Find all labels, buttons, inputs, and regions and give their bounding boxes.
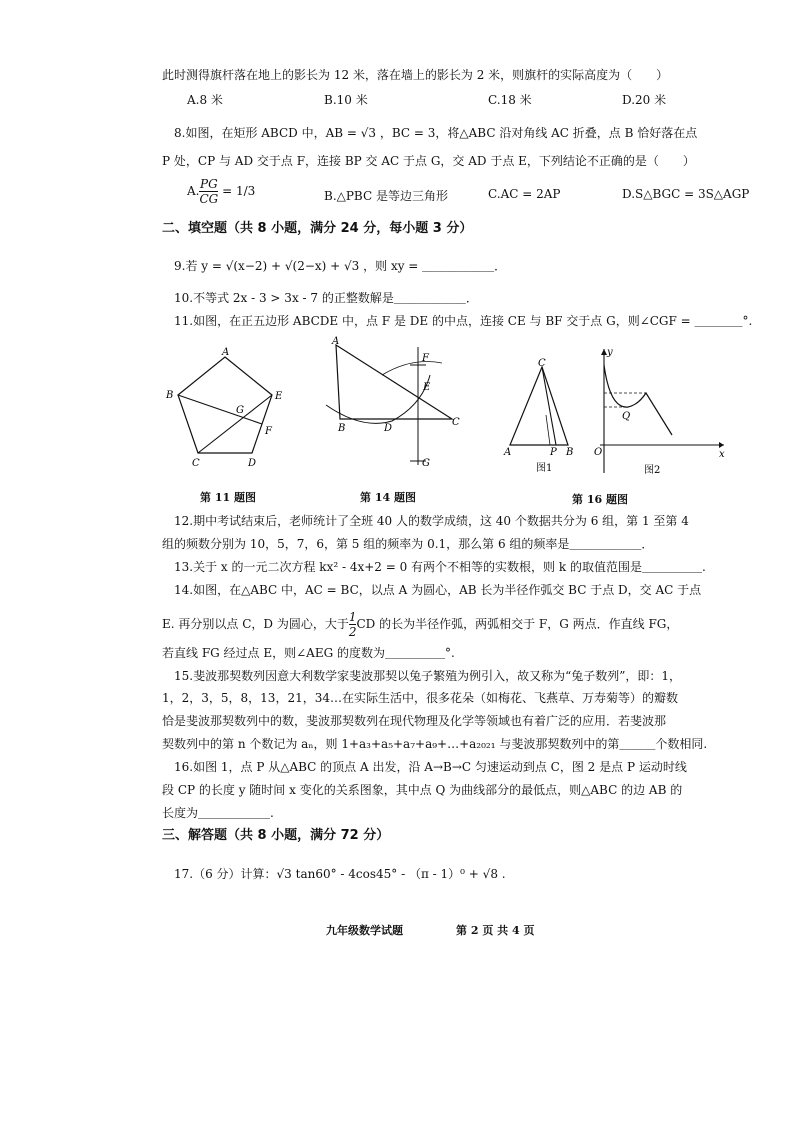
- q7-option-a: A.8 米: [187, 93, 223, 107]
- q8-line2: P 处，CP 与 AD 交于点 F，连接 BP 交 AC 于点 G，交 AD 于点 E，下列结论不正确的是（ ）: [162, 154, 695, 168]
- q15-line1: 15.斐波那契数列因意大利数学家斐波那契以兔子繁殖为例引入，故又称为“兔子数列”，即：1，: [174, 669, 681, 683]
- q16-line3: 长度为＿＿＿＿＿＿.: [162, 806, 274, 820]
- q14-line2: E. 再分别以点 C，D 为圆心，大于 $\frac{1}{2}$ CD 的长为半径作弧，两弧相交于 F，G 两点．作直线 FG，: [162, 610, 679, 639]
- figure-14-construction: [322, 335, 472, 475]
- q7-option-c: C.18 米: [488, 93, 532, 107]
- fig14-label-c: C: [452, 417, 460, 428]
- fig16-1-tag: 图1: [536, 463, 553, 474]
- q14-line1: 14.如图，在△ABC 中，AC = BC，以点 A 为圆心，AB 长为半径作弧交 BC 于点 D，交 AC 于点: [174, 583, 702, 597]
- fig11-label-c: C: [192, 458, 200, 469]
- fig16-label-b: B: [566, 447, 574, 458]
- figure-16-2-graph: [588, 345, 728, 480]
- q8-option-c: C.AC = 2AP: [488, 187, 561, 201]
- q7-text: 此时测得旗杆落在地上的影长为 12 米，落在墙上的影长为 2 米，则旗杆的实际高度为（ ）: [162, 68, 669, 82]
- fig11-label-g: G: [236, 405, 244, 416]
- q7-option-b: B.10 米: [324, 93, 368, 107]
- figure-14-caption: 第 14 题图: [360, 491, 416, 504]
- fig14-label-b: B: [338, 423, 346, 434]
- figure-16-caption: 第 16 题图: [572, 493, 628, 506]
- q13-text: 13.关于 x 的一元二次方程 kx² - 4x+2 = 0 有两个不相等的实数根，则 k 的取值范围是＿＿＿＿＿.: [174, 560, 706, 574]
- footer-page-number: 第 2 页 共 4 页: [456, 924, 535, 937]
- fig16-label-p: P: [550, 447, 557, 458]
- fig14-label-d: D: [384, 423, 393, 434]
- figure-16-1-triangle: [502, 355, 582, 480]
- section-answer-heading: 三、解答题（共 8 小题，满分 72 分）: [162, 828, 390, 843]
- fig11-label-a: A: [222, 347, 230, 358]
- fig16-axis-x: x: [719, 449, 725, 460]
- fig14-label-f: F: [422, 353, 429, 364]
- fig16-label-a: A: [504, 447, 512, 458]
- q9-text: 9.若 y = √(x−2) + √(2−x) + √3 ，则 xy = ＿＿＿＿＿＿．: [174, 259, 507, 273]
- footer-subject: 九年级数学试题: [326, 924, 403, 937]
- fig16-origin: O: [594, 447, 603, 458]
- q10-text: 10.不等式 2x - 3 > 3x - 7 的正整数解是＿＿＿＿＿＿．: [174, 291, 478, 305]
- q7-option-d: D.20 米: [622, 93, 667, 107]
- fig14-label-e: E: [423, 382, 431, 393]
- q8-option-b: B.△PBC 是等边三角形: [324, 189, 448, 203]
- q15-line2: 1，2，3，5，8，13，21，34…在实际生活中，很多花朵（如梅花、飞燕草、万寿菊等）的瓣数: [162, 691, 678, 705]
- figure-11-pentagon: [160, 345, 290, 475]
- q8-option-a: A. $\frac{PG}{CG}$ = 1/3: [187, 177, 256, 206]
- q15-line3: 恰是斐波那契数列中的数，斐波那契数列在现代物理及化学等领域也有着广泛的应用．若斐波那: [162, 714, 667, 728]
- figure-11-caption: 第 11 题图: [200, 491, 256, 504]
- q12-line1: 12.期中考试结束后，老师统计了全班 40 人的数学成绩，这 40 个数据共分为 6 组，第 1 至第 4: [174, 514, 689, 528]
- q12-line2: 组的频数分别为 10，5，7，6，第 5 组的频率为 0.1，那么第 6 组的频率是＿＿＿＿＿＿．: [162, 537, 654, 551]
- fig16-2-tag: 图2: [644, 465, 661, 476]
- fig14-label-g: G: [422, 458, 430, 469]
- fig16-label-q: Q: [622, 411, 631, 422]
- q15-line4: 契数列中的第 n 个数记为 aₙ，则 1+a₃+a₅+a₇+a₉+…+a₂₀₂₁ 与斐波那契数列中的第＿＿＿个数相同.: [162, 737, 708, 751]
- q11-text: 11.如图，在正五边形 ABCDE 中，点 F 是 DE 的中点，连接 CE 与 BF 交于点 G，则∠CGF = ＿＿＿＿°.: [174, 314, 753, 328]
- section-fill-in-heading: 二、填空题（共 8 小题，满分 24 分，每小题 3 分）: [162, 221, 473, 236]
- fig11-label-e: E: [275, 391, 283, 402]
- q14-line3: 若直线 FG 经过点 E，则∠AEG 的度数为＿＿＿＿＿°.: [162, 646, 455, 660]
- fig16-axis-y: y: [607, 347, 613, 358]
- fig11-label-b: B: [166, 390, 174, 401]
- fig11-label-d: D: [248, 458, 257, 469]
- fig11-label-f: F: [265, 426, 272, 437]
- q17-text: 17.（6 分）计算：√3 tan60° - 4cos45° - （π - 1）⁰ + √8 .: [174, 867, 506, 881]
- q16-line1: 16.如图 1，点 P 从△ABC 的顶点 A 出发，沿 A→B→C 匀速运动到点 C，图 2 是点 P 运动时线: [174, 760, 687, 774]
- q8-line1: 8.如图，在矩形 ABCD 中，AB = √3 ，BC = 3，将△ABC 沿对角线 AC 折叠，点 B 恰好落在点: [174, 126, 698, 140]
- q8-option-d: D.S△BGC = 3S△AGP: [622, 187, 750, 201]
- q16-line2: 段 CP 的长度 y 随时间 x 变化的关系图象，其中点 Q 为曲线部分的最低点，则△ABC 的边 AB 的: [162, 783, 683, 797]
- fig16-label-c: C: [538, 358, 546, 369]
- fig14-label-a: A: [332, 336, 340, 347]
